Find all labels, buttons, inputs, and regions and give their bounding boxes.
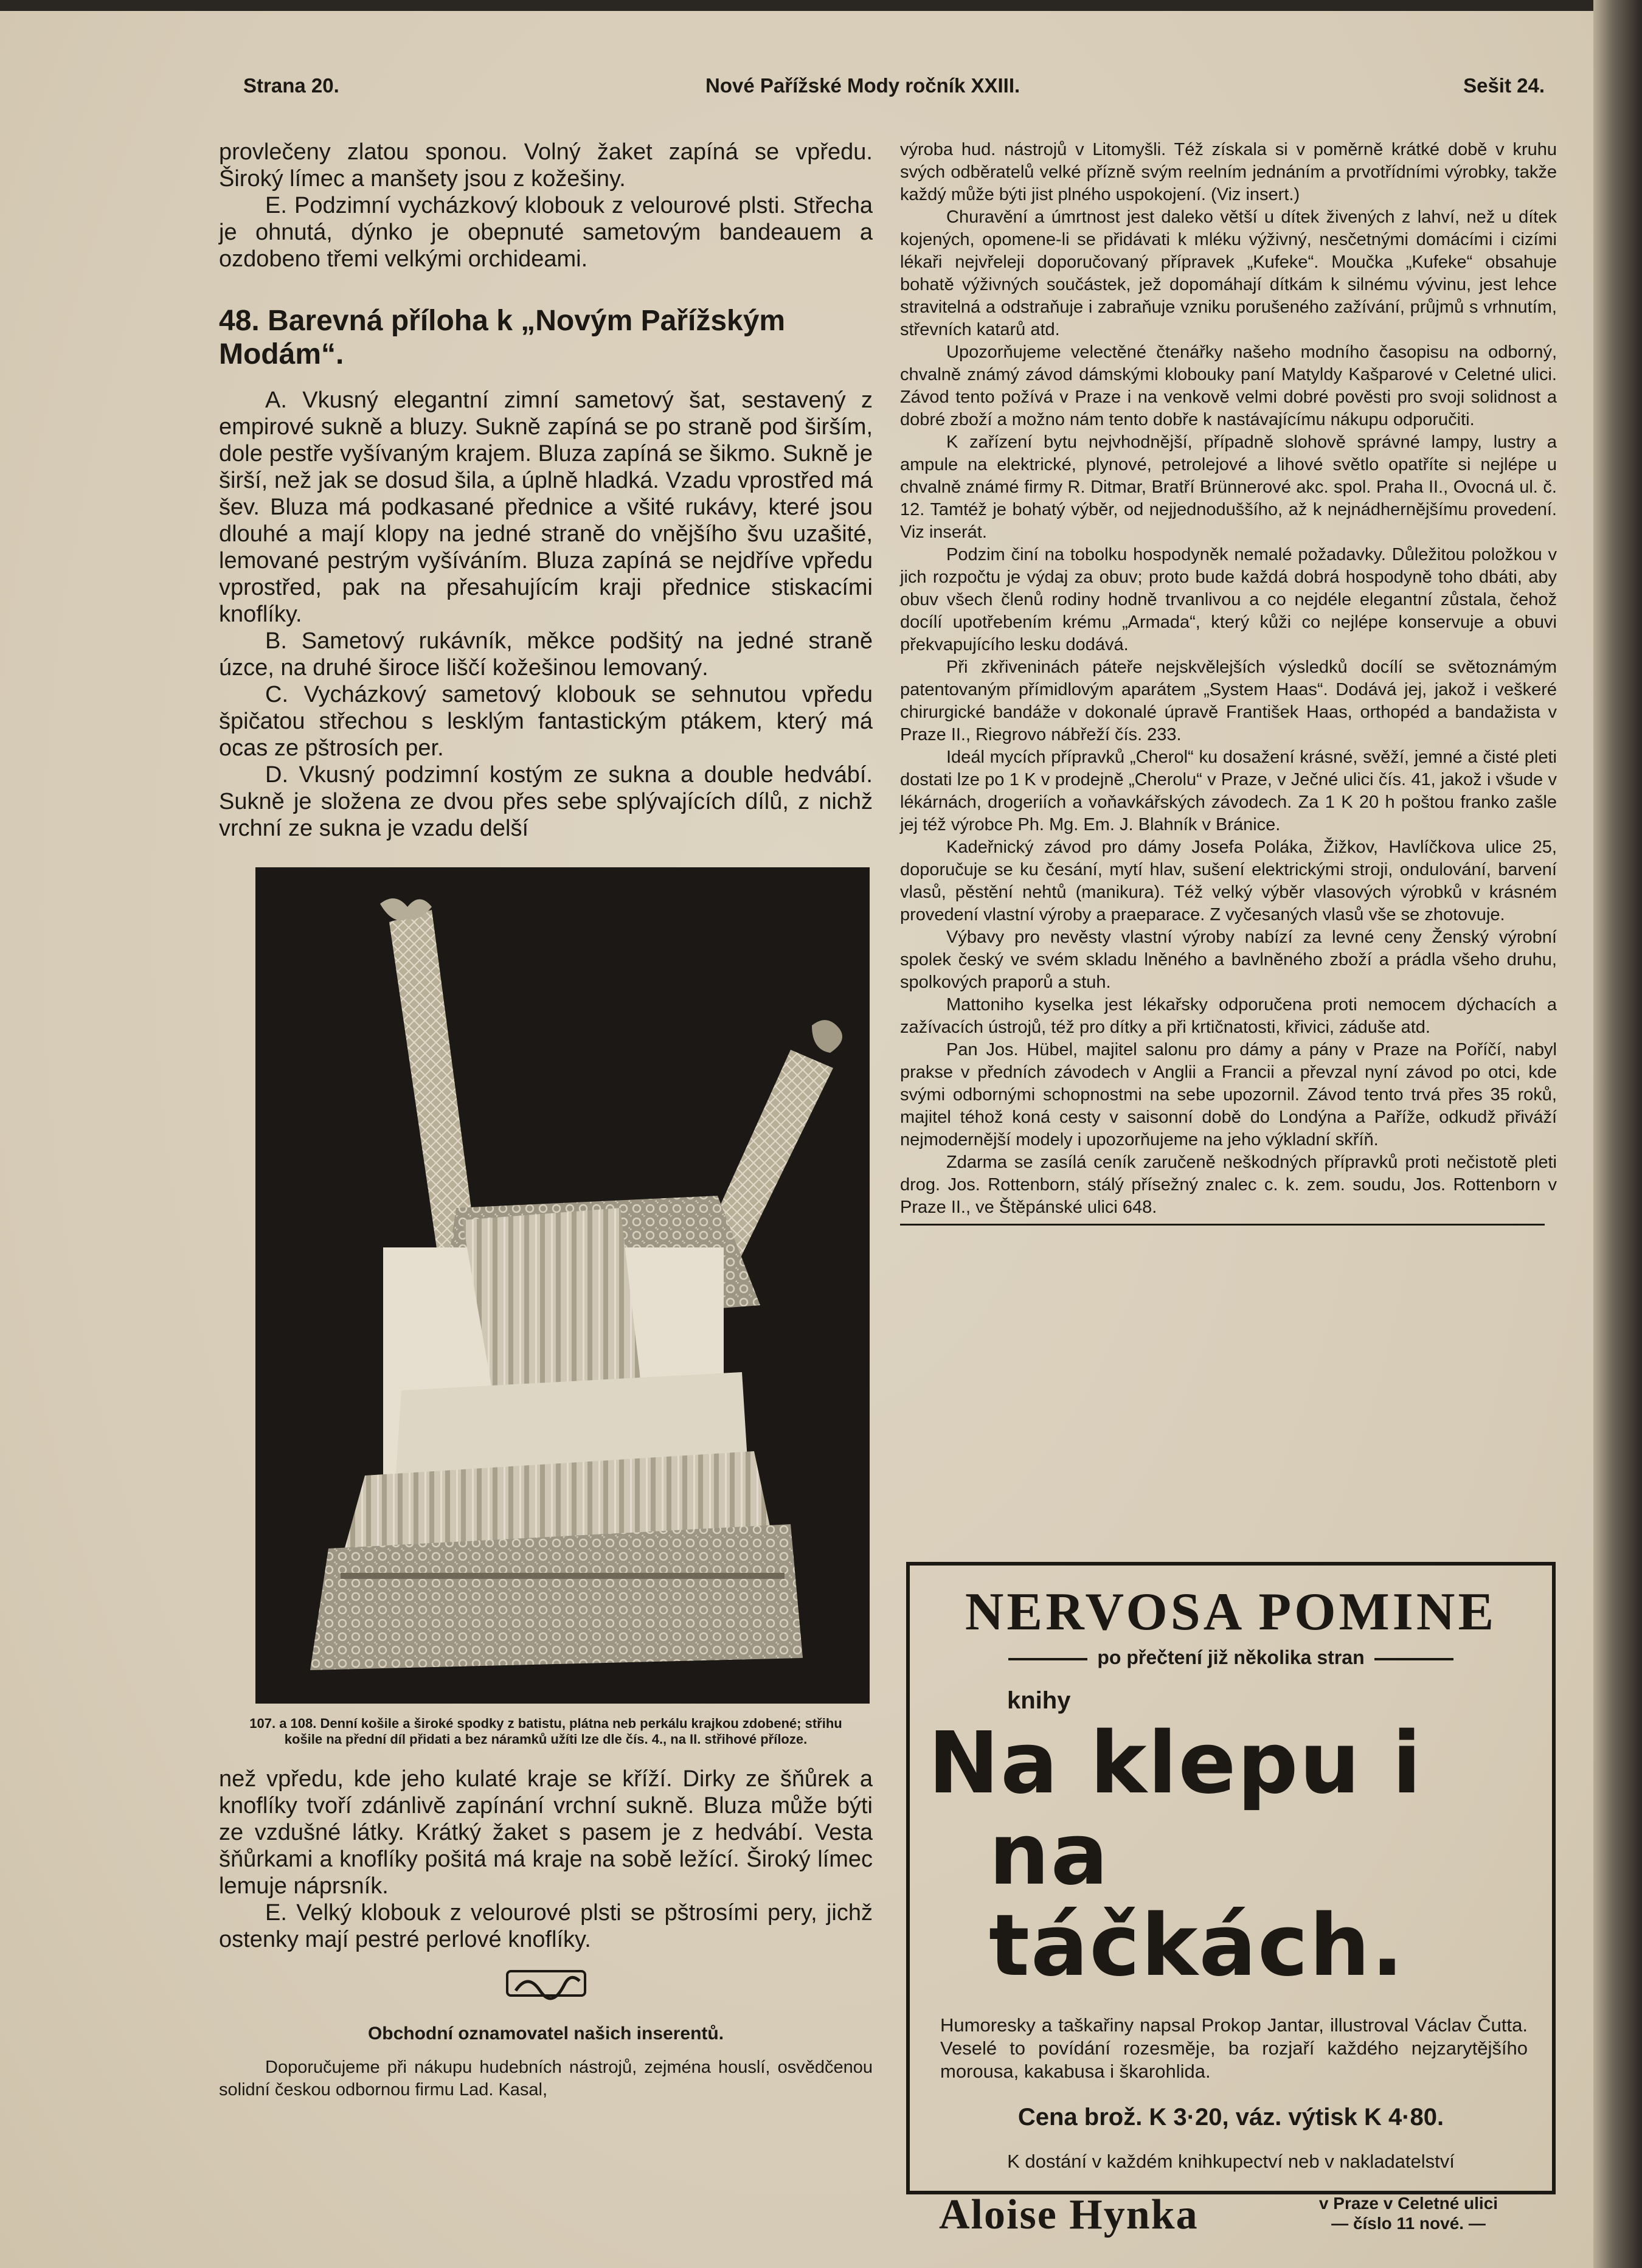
book-advertisement <box>906 1562 1556 2238</box>
item-b: B. Sametový rukávník, měkce podšitý na jedné straně úzce, na druhé široce liščí kožešinou lemovaný. <box>219 628 873 681</box>
notice-p9: Mattoniho kyselka jest lékařsky odporučena proti nemocem dýchacích a zažívacích ústrojů, též pro dítky a při krtičnatosti, křivici, záduše atd. <box>900 995 1557 1037</box>
notice-p0: výroba hud. nástrojů v Litomyšli. Též získala si v poměrně krátké době v kruhu svých odběratelů velké přízně svým reelním jednáním a prvotřídními výrobky, takže každý může býti jist plného uspokojení. (Viz insert.) <box>900 140 1557 204</box>
issue-number: Sešit 24. <box>1463 74 1545 97</box>
ad-description: Humoresky a taškařiny napsal Prokop Jantar, illustroval Václav Čutta. Veselé to povídání rozesměje, ba rozjaří každého nejzarytějšího morousa, kakabusa i škarohlida. <box>940 2014 1528 2082</box>
notice-p1: Churavění a úmrtnost jest daleko větší u dítek živených z lahví, než u dítek kojených, opomene-li se přidávati k mléku výživný, nesčetnými domácími i cizími lékaři nejvřeleji doporučovaný přípravek „Kufeke“. Moučka „Kufeke“ obsahuje bohatě výživných součástek, jež dopomáhají dítkám k silnému vývinu, jest lehce stravitelná a odstraňuje i zabraňuje vzniku porušeného zažívání, průjmů s vrhnutím, střevních katarů atd. <box>900 207 1557 339</box>
scan-right-edge <box>1593 0 1642 2268</box>
item-e-hat: E. Podzimní vycházkový klobouk z velourové plsti. Střecha je ohnutá, dýnko je obepnuté sametovým bandeauem a ozdobeno třemi velkými orchideami. <box>219 193 873 272</box>
notice-p2: Upozorňujeme velectěné čtenářky našeho modního časopisu na odborný, chvalně známý závod dámskými klobouky paní Matyldy Kašparové v Celetné ulici. Závod tento požívá v Praze i na venkově velmi dobré pověsti pro svoji solidnost a dobré zboží a možno nám tento dobře k nastávajícímu nákupu odporučiti. <box>900 342 1557 429</box>
item-e-big-hat: E. Velký klobouk z velourové plsti se pštrosími pery, jichž ostenky mají pestré perlové knoflíky. <box>219 1900 873 1952</box>
chemise-illustration <box>255 867 870 1704</box>
ad-headline: NERVOSA POMINE <box>965 1583 1497 1642</box>
notice-p8: Výbavy pro nevěsty vlastní výroby nabízí za levné ceny Ženský výrobní spolek český ve svém skladu lněného a bavlněného zboží a prádla všeho druhu, spolkových praporů a stuh. <box>900 928 1557 992</box>
right-column <box>900 139 1557 1226</box>
notice-p3: K zařízení bytu nejvhodnější, případně slohově správné lampy, lustry a ampule na elektrické, plynové, petrolejové a lihové světlo opatříte si nejlépe u chvalně známé firmy R. Ditmar, Bratří Brünnerové akc. spol. Praha II., Ovocná ul. č. 12. Tamtéž je bohatý výběr, od nejjednoduššího, až k nejnádhernějšímu provedení. Viz inserát. <box>900 432 1557 542</box>
notice-p6: Ideál mycích přípravků „Cherol“ ku dosažení krásné, svěží, jemné a čisté pleti dostati lze po 1 K v prodejně „Cherolu“ v Praze, v Ječné ulici čís. 41, jakož i všude v lékárnách, drogeriích a voňavkářských závodech. Za 1 K 20 h poštou franko zašle jej též výrobce Ph. Mg. Em. J. Blahník v Bránice. <box>900 747 1557 834</box>
notice-p11: Zdarma se zasílá ceník zaručeně neškodných přípravků proti nečistotě pleti drog. Jos. Rottenborn, stálý přísežný znalec c. k. zem. soudu, Jos. Rottenborn v Praze II., ve Štěpánské ulici 648. <box>900 1153 1557 1217</box>
rule-left <box>1008 1658 1087 1660</box>
notice-p5: Při zkřiveninách páteře nejskvělejších výsledků docílí se světoznámým patentovaným přímidlovým aparátem „System Haas“. Dodává jej, jakož i veškeré chirurgické bandáže v dokonalé úpravě František Haas, orthopéd a bandažista v Praze II., Riegrovo nábřeží čís. 233. <box>900 657 1557 744</box>
notice-p7: Kadeřnický závod pro dámy Josefa Poláka, Žižkov, Havlíčkova ulice 25, doporučuje se ku česání, mytí hlav, sušení elektrickými stroji, ondulování, barvení vlasů, pěstění nehtů (manikura). Též velký výběr vlasových výrobků v krásném provedení vlastní výroby a praeparace. Z vyčesaných vlasů vše se zhotovuje. <box>900 837 1557 924</box>
notice-title: Obchodní oznamovatel našich inserentů. <box>367 2024 724 2044</box>
ad-subline-text: po přečtení již několika stran <box>1097 1646 1365 1668</box>
ad-book-title-2: na táčkách. <box>989 1805 1405 1996</box>
notice-p10: Pan Jos. Hübel, majitel salonu pro dámy a pány v Praze na Poříčí, nabyl prakse v předních závodech v Anglii a Francii a převzal nyní závod po otci, kde svými odbornými schopnostmi na sebe upozornil. Závod tento trvá přes 35 roků, majitel téhož koná cesty v saisonní době do Londýna a Paříže, odkudž přiváží nejmodernější modely i upozorňujeme na jeho výkladní skříň. <box>900 1040 1557 1150</box>
magazine-title: Nové Pařížské Mody ročník XXIII. <box>705 74 1020 97</box>
page-number: Strana 20. <box>243 74 339 97</box>
address-line-2: — číslo 11 nové. — <box>1331 2214 1486 2233</box>
item-d: D. Vkusný podzimní kostým ze sukna a double hedvábí. Sukně je složena ze dvou přes sebe splývajících dílů, z nichž vrchní ze sukna je vzadu delší <box>219 762 873 841</box>
item-c: C. Vycházkový sametový klobouk se sehnutou vpředu špičatou střechou s lesklým fantastickým ptákem, který má ocas ze pštrosích per. <box>219 682 873 761</box>
ad-subline <box>910 1646 1552 1669</box>
page-header <box>243 67 1545 103</box>
left-column <box>219 139 873 2101</box>
ad-availability: K dostání v každém knihkupectví neb v nakladatelství <box>1007 2151 1455 2172</box>
ad-publisher-block <box>910 2185 1552 2245</box>
address-line-1: v Praze v Celetné ulici <box>1318 2194 1498 2213</box>
lingerie-photo <box>255 867 870 1704</box>
item-d-continued: než vpředu, kde jeho kulaté kraje se kříží. Dirky ze šňůrek a knoflíky tvoří zdánlivě zapínání vrchní sukně. Bluza může býti ze vzdušné látky. Krátký žaket s pasem je z hedvábí. Vesta šňůrkami a knoflíky pošitá má kraje na sobě ležící. Široký límec lemuje náprsník. <box>219 1766 873 1899</box>
photo-caption: 107. a 108. Denní košile a široké spodky z batistu, plátna neb perkálu krajkou zdobené; střihu košile na přední díl přidati a bez náramků užíti lze dle čís. 4., na II. střihové příloze. <box>249 1716 842 1747</box>
ornament-icon <box>504 1966 589 2000</box>
rule-right <box>1374 1658 1453 1660</box>
section-title: 48. Barevná příloha k „Novým Pařížským Modám“. <box>219 305 786 370</box>
column-divider <box>900 1224 1545 1226</box>
ad-publisher: Aloise Hynka <box>939 2191 1199 2238</box>
notice-text: Doporučujeme při nákupu hudebních nástrojů, zejména houslí, osvědčenou solidní českou odbornou firmu Lad. Kasal, <box>219 2058 873 2100</box>
intro-paragraph: provlečeny zlatou sponou. Volný žaket zapíná se vpředu. Široký límec a manšety jsou z kožešiny. <box>219 139 873 192</box>
item-a: A. Vkusný elegantní zimní sametový šat, sestavený z empirové sukně a bluzy. Sukně zapíná se po straně pod širším, dole pestře vyšívaným krajem. Bluza zapíná se šikmo. Sukně je širší, než jak se dosud šila, a úplně hladká. Vzadu vprostřed má šev. Bluza má podkasané přednice a všité rukávy, které jsou dlouhé a mají klopy na jedné straně do vnějšího švu uzašité, lemované pestrým vyšíváním. Bluza zapíná se nejdříve vpředu vprostřed, pak na přesahujícím kraji přednice stiskacími knoflíky. <box>219 387 873 627</box>
notice-p4: Podzim činí na tobolku hospodyněk nemalé požadavky. Důležitou položkou v jich rozpočtu je výdaj za obuv; proto bude každá dobrá hospodyně toho dbáti, aby obuv všech členů rodiny hodně trvanlivou a co nejdéle elegantní zůstala, čehož docílí upotřebením krému „Armada“, který kůži co nejlépe konservuje a obuvi překvapujícího lesku dodává. <box>900 545 1557 654</box>
ad-books-word: knihy <box>1007 1687 1071 1714</box>
ad-book-title-1: Na klepu i <box>928 1714 1423 1813</box>
ad-price: Cena brož. K 3·20, váz. výtisk K 4·80. <box>1017 2104 1444 2131</box>
ad-publisher-address <box>1281 2193 1536 2233</box>
